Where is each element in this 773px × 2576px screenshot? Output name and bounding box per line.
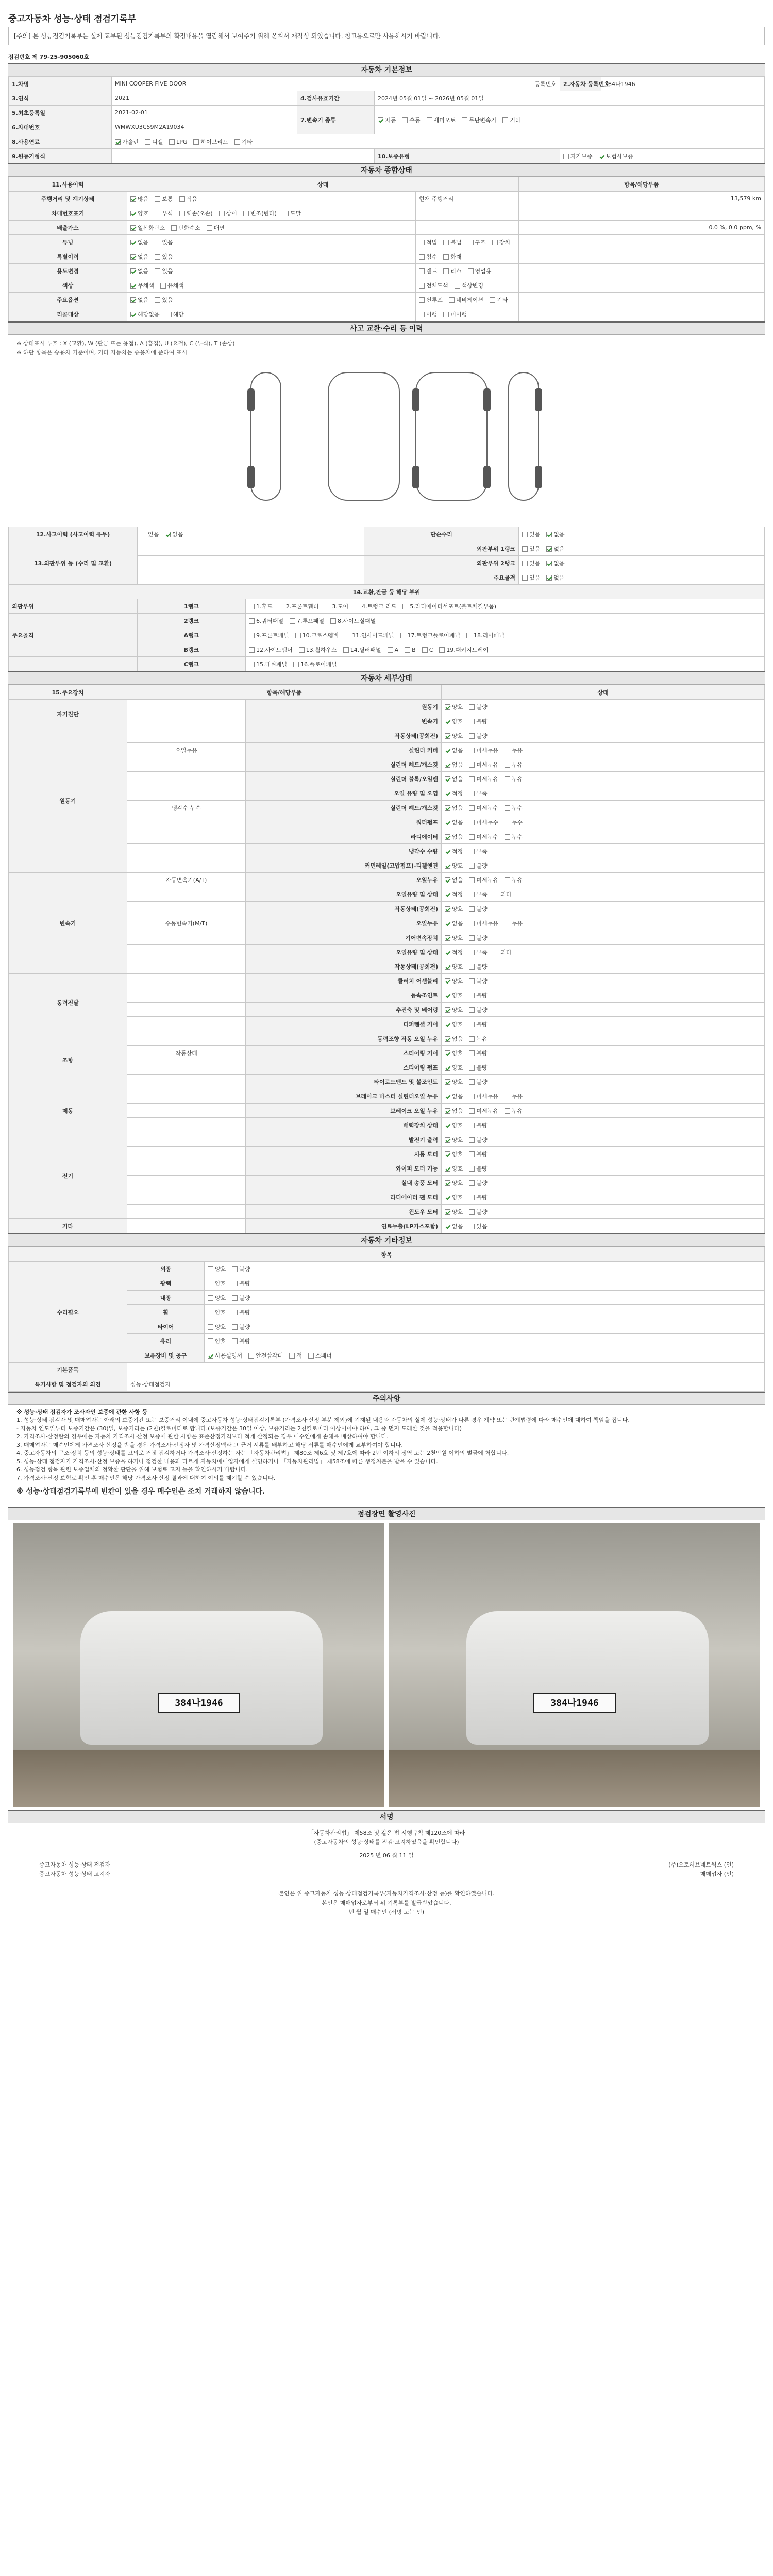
checkbox-양호[interactable]: 양호 [445, 934, 463, 942]
checkbox-침수[interactable]: 침수 [419, 252, 437, 261]
checkbox-탄화수소[interactable]: 탄화수소 [171, 224, 200, 232]
checkbox-기타[interactable]: 기타 [490, 296, 508, 304]
checkbox-양호[interactable]: 양호 [445, 1150, 463, 1158]
checkbox-양호[interactable]: 양호 [445, 1193, 463, 1201]
checkbox-변조(변타)[interactable]: 변조(변타) [243, 209, 277, 217]
checkbox-양호[interactable]: 양호 [208, 1337, 226, 1345]
checkbox-디젤[interactable]: 디젤 [145, 138, 163, 146]
checkbox-없음[interactable]: 없음 [130, 238, 148, 246]
checkbox-양호[interactable]: 양호 [208, 1308, 226, 1316]
checkbox-있음[interactable]: 있음 [522, 559, 540, 567]
checkbox-17.트렁크플로어패널[interactable]: 17.트렁크플로어패널 [400, 631, 461, 639]
checkbox-불량[interactable]: 불량 [469, 861, 487, 870]
checkbox-양호[interactable]: 양호 [445, 1078, 463, 1086]
certificate-number: 점검번호 제 79-25-905060호 [8, 54, 90, 60]
checkbox-양호[interactable]: 양호 [445, 1179, 463, 1187]
checkbox-양호[interactable]: 양호 [445, 717, 463, 725]
checkbox-양호[interactable]: 양호 [445, 991, 463, 999]
inspection-photo-rear: 384나1946 [389, 1523, 760, 1807]
checkbox-불량[interactable]: 불량 [469, 1020, 487, 1028]
checkbox-누유[interactable]: 누유 [505, 775, 523, 783]
checkbox-양호[interactable]: 양호 [445, 1136, 463, 1144]
note-item: 4. 중고자동차의 구조·장치 등의 성능·상태를 고의로 거짓 점검하거나 가격조사·산정하는 자는 「자동차관리법」 제80조 제6호 및 제7호에 따라 2년 이하의 징역 또는 2천만원 이하의 벌금에 처합니다. [16, 1450, 509, 1456]
checkbox-적법[interactable]: 적법 [419, 238, 437, 246]
checkbox-없음[interactable]: 없음 [445, 760, 463, 769]
checkbox-미세누수[interactable]: 미세누수 [469, 833, 498, 841]
checkbox-불량[interactable]: 불량 [469, 962, 487, 971]
checkbox-6.쿼터패널[interactable]: 6.쿼터패널 [249, 617, 283, 625]
checkbox-썬루프[interactable]: 썬루프 [419, 296, 443, 304]
checkbox-적음[interactable]: 적음 [179, 195, 197, 203]
checkbox-양호[interactable]: 양호 [445, 861, 463, 870]
checkbox-사용설명서[interactable]: 사용설명서 [208, 1351, 242, 1360]
checkbox-불량[interactable]: 불량 [469, 1164, 487, 1173]
checkbox-이행[interactable]: 이행 [419, 310, 437, 318]
checkbox-양호[interactable]: 양호 [445, 1063, 463, 1072]
checkbox-부족[interactable]: 부족 [469, 789, 487, 798]
checkbox-누유[interactable]: 누유 [505, 876, 523, 884]
checkbox-13.휠하우스[interactable]: 13.휠하우스 [299, 646, 337, 654]
checkbox-없음[interactable]: 없음 [130, 267, 148, 275]
basic-info-table: 1.차명 MINI COOPER FIVE DOOR 등록번호 2.자동차 등록번호 384나1946 3.연식 2021 4.검사유효기간 2024년 05월 01일 ~ 2026년 05월 01일 5.최초등록일 2021-02-01 7.변속기 종류 자동 수동 세미오토 무단변속기 기타 6.차대번호 WMWXU3C59M2A19034 8.사용연료 가솔린 디젤 LPG 하이브리드 기타 9.원동기형식 10.보증유형 자가보증 보험사보증 [8, 76, 765, 163]
checkbox-양호[interactable]: 양호 [445, 1208, 463, 1216]
checkbox-없음[interactable]: 없음 [130, 252, 148, 261]
checkbox-양호[interactable]: 양호 [445, 1121, 463, 1129]
checkbox-없음[interactable]: 없음 [445, 833, 463, 841]
checkbox-일산화탄소[interactable]: 일산화탄소 [130, 224, 165, 232]
checkbox-7.루프패널[interactable]: 7.루프패널 [290, 617, 324, 625]
checkbox-수동[interactable]: 수동 [402, 116, 420, 124]
checkbox-불량[interactable]: 불량 [469, 1078, 487, 1086]
checkbox-유채색[interactable]: 유채색 [160, 281, 184, 290]
summary-row-label: 특별이력 [9, 249, 127, 264]
checkbox-미세누유[interactable]: 미세누유 [469, 919, 498, 927]
checkbox-9.프론트패널[interactable]: 9.프론트패널 [249, 631, 289, 639]
checkbox-없음[interactable]: 없음 [445, 1222, 463, 1230]
checkbox-없음[interactable]: 없음 [445, 876, 463, 884]
checkbox-불량[interactable]: 불량 [232, 1308, 250, 1316]
checkbox-불량[interactable]: 불량 [232, 1265, 250, 1273]
checkbox-미세누유[interactable]: 미세누유 [469, 1092, 498, 1100]
checkbox-있음[interactable]: 있음 [155, 296, 173, 304]
checkbox-화재[interactable]: 화재 [443, 252, 461, 261]
summary-row-label: 리콜대상 [9, 307, 127, 321]
checkbox-미세누유[interactable]: 미세누유 [469, 775, 498, 783]
checkbox-누수[interactable]: 누수 [505, 833, 523, 841]
checkbox-없음[interactable]: 없음 [546, 573, 564, 582]
checkbox-15.대쉬패널[interactable]: 15.대쉬패널 [249, 660, 287, 668]
checkbox-부족[interactable]: 부족 [469, 890, 487, 899]
checkbox-불량[interactable]: 불량 [469, 703, 487, 711]
checkbox-훼손(오손)[interactable]: 훼손(오손) [179, 209, 213, 217]
summary-table: 11.사용이력 상태 항목/해당부품 주행거리 및 계기상태 많음 보통 적음 현재 주행거리 13,579 km 차대번호표기 양호 부식 훼손(오손) 상이 변조(변타) 도말 배출가스 일산화탄소 탄화수소 매연 0.0 %, 0.0 ppm, % 튜닝 없음 있음 적법 불법 구조 장치 특별이력 없음 있음 침수 화재 용도변경 없음 있음 렌트 리스 영업용 색상 무채색 유채색 전체도색 색상변경 주요옵션 없음 있음 썬루프 네비게이션 기타 리콜대상 해당없음 해당 이행 미이행 [8, 177, 765, 321]
checkbox-없음[interactable]: 없음 [165, 530, 183, 538]
checkbox-미세누유[interactable]: 미세누유 [469, 760, 498, 769]
signature-header: 서명 [8, 1810, 765, 1823]
checkbox-없음[interactable]: 없음 [130, 296, 148, 304]
checkbox-11.인사이드패널[interactable]: 11.인사이드패널 [345, 631, 394, 639]
checkbox-5.라디에이터서포트(볼트체결부품)[interactable]: 5.라디에이터서포트(볼트체결부품) [402, 602, 496, 611]
checkbox-전체도색[interactable]: 전체도색 [419, 281, 448, 290]
car-diagram [8, 362, 765, 527]
summary-row-label: 튜닝 [9, 235, 127, 249]
checkbox-부식[interactable]: 부식 [155, 209, 173, 217]
checkbox-부족[interactable]: 부족 [469, 948, 487, 956]
checkbox-매연[interactable]: 매연 [207, 224, 225, 232]
document-title: 중고자동차 성능·상태 점검기록부 [8, 14, 137, 24]
accident-header: 사고 교환·수리 등 이력 [8, 321, 765, 335]
checkbox-적정[interactable]: 적정 [445, 789, 463, 798]
warning-text: ※ 성능·상태점검기록부에 빈칸이 있을 경우 매수인은 조치 거래하지 않습니다. [16, 1487, 265, 1496]
summary-header: 자동차 종합상태 [8, 163, 765, 177]
checkbox-12.사이드멤버[interactable]: 12.사이드멤버 [249, 646, 293, 654]
checkbox-적정[interactable]: 적정 [445, 890, 463, 899]
notes-section: ※ 성능·상태 점검자가 조사자인 보증에 관한 사항 등 1. 성능·상태 점검자 및 매매업자는 아래의 보증기간 또는 보증거리 이내에 중고자동차 성능·상태점검기록부 (가격조사·산정 부분 제외)에 기재된 내용과 자동차의 실제 성능·상태가 다른 경우 계약 또는 관계법령에 따라 매수인에 대하여 책임을 집니다. - 자동차 인도일부터 보증기간은 (30)일, 보증거리는 (2천)킬로미터로 합니다.(보증기간은 30일 이상, 보증거리는 2천킬로미터 이상이어야 하며, 그 중 먼저 도래한 것을 적용합니다) 2. 가격조사·산정란의 경우에는 자동차 가격조사·산정 보증에 관한 사항은 표준산정가격보다 적게 산정되는 경우 매수인에게 손해를 배상하여야 합니다. 3. 매매업자는 매수인에게 가격조사·산정을 받을 경우 가격조사·산정자 및 가격산정액과 그 근거 서류를 배부하고 해당 서류를 매수인에게 교부하여야 합니다. 4. 중고자동차의 구조·장치 등의 성능·상태를 고의로 거짓 점검하거나 가격조사·산정하는 자는 「자동차관리법」 제80조 제6호 및 제7호에 따라 2년 이하의 징역 또는 2천만원 이하의 벌금에 처합니다. 5. 성능·상태 점검자가 가격조사·산정 보증을 하거나 점검한 내용과 다르게 자동차매매업자에게 설명하거나 「자동차관리법」 제58조에 따른 행정처분을 받을 수 있습니다. 6. 성능점검 항목 관련 보증업체의 정확한 판단을 위해 보험료 고지 등을 확인하시기 바랍니다. 7. 가격조사·산정 보험료 확인 후 매수인은 해당 가격조사·산정 결과에 대하여 이의를 제기할 수 있습니다. ※ 성능·상태점검기록부에 빈칸이 있을 경우 매수인은 조치 거래하지 않습니다. [8, 1405, 765, 1504]
checkbox-가솔린[interactable]: 가솔린 [115, 138, 139, 146]
checkbox-누유[interactable]: 누유 [505, 1092, 523, 1100]
checkbox-해당없음[interactable]: 해당없음 [130, 310, 160, 318]
checkbox-없음[interactable]: 없음 [445, 804, 463, 812]
checkbox-불량[interactable]: 불량 [469, 732, 487, 740]
checkbox-보통[interactable]: 보통 [155, 195, 173, 203]
checkbox-없음[interactable]: 없음 [546, 545, 564, 553]
summary-row-label: 용도변경 [9, 264, 127, 278]
checkbox-불량[interactable]: 불량 [469, 1193, 487, 1201]
checkbox-있음[interactable]: 있음 [522, 573, 540, 582]
detail-table: 15.주요장치 항목/해당부품 상태 자기진단 원동기 양호 불량 변속기 양호 불량 원동기 작동상태(공회전) 양호 불량 오일누유 실린더 커버 없음 미세누유 누유 실린더 헤드/개스킷 없음 미세누유 누유 실린더 블록/오일팬 없음 미세누유 누유 오일 유량 및 오염 적정 부족 냉각수 누수 실린더 헤드/개스킷 없음 미세누수 누수 워터펌프 없음 미세누수 누수 라디에이터 없음 미세누수 누수 냉각수 수량 적정 부족 커먼레일(고압펌프)-디젤엔진 양호 불량 변속기 자동변속기(A/T) 오일누유 없음 미세누유 누유 오일유량 및 상태 적정 부족 과다 작동상태(공회전) 양호 불량 수동변속기(M/T) 오일누유 없음 미세누유 누유 기어변속장치 양호 불량 오일유량 및 상태 적정 부족 과다 작동상태(공회전) 양호 불량 동력전달 클러치 어셈블리 양호 불량 등속조인트 양호 불량 추진축 및 베어링 양호 불량 디퍼렌셜 기어 양호 불량 조향 동력조향 작동 오일 누유 없음 누유 작동상태 스티어링 기어 양호 불량 스티어링 펌프 양호 불량 타이로드엔드 및 볼조인트 양호 불량 제동 브레이크 마스터 실린더오일 누유 없음 미세누유 누유 브레이크 오일 누유 없음 미세누유 누유 배력장치 상태 양호 불량 전기 발전기 출력 양호 불량 시동 모터 양호 불량 와이퍼 모터 기능 양호 불량 실내 송풍 모터 양호 불량 라디에이터 팬 모터 양호 불량 윈도우 모터 양호 불량 기타 연료누출(LP가스포함) 없음 있음 [8, 685, 765, 1233]
checkbox-불법[interactable]: 불법 [443, 238, 461, 246]
note-item: 7. 가격조사·산정 보험료 확인 후 매수인은 해당 가격조사·산정 결과에 대하여 이의를 제기할 수 있습니다. [16, 1475, 276, 1481]
checkbox-없음[interactable]: 없음 [445, 746, 463, 754]
checkbox-양호[interactable]: 양호 [445, 732, 463, 740]
basic-info-header: 자동차 기본정보 [8, 63, 765, 76]
summary-row-label: 차대번호표기 [9, 206, 127, 221]
checkbox-있음[interactable]: 있음 [522, 545, 540, 553]
checkbox-색상변경[interactable]: 색상변경 [455, 281, 484, 290]
other-info-header: 자동차 기타정보 [8, 1233, 765, 1247]
checkbox-없음[interactable]: 없음 [546, 559, 564, 567]
summary-row-label: 주요옵션 [9, 293, 127, 307]
note-item: 5. 성능·상태 점검자가 가격조사·산정 보증을 하거나 점검한 내용과 다르게 자동차매매업자에게 설명하거나 「자동차관리법」 제58조에 따른 행정처분을 받을 수 있습니다. [16, 1458, 438, 1465]
checkbox-미세누수[interactable]: 미세누수 [469, 804, 498, 812]
checkbox-양호[interactable]: 양호 [208, 1279, 226, 1287]
checkbox-양호[interactable]: 양호 [445, 1006, 463, 1014]
checkbox-미세누유[interactable]: 미세누유 [469, 1107, 498, 1115]
inspection-photo-front: 384나1946 [13, 1523, 384, 1807]
checkbox-보험사보증[interactable]: 보험사보증 [599, 152, 633, 160]
checkbox-미세누유[interactable]: 미세누유 [469, 876, 498, 884]
checkbox-불량[interactable]: 불량 [469, 1121, 487, 1129]
checkbox-없음[interactable]: 없음 [445, 1107, 463, 1115]
checkbox-B[interactable]: B [405, 647, 416, 653]
checkbox-불량[interactable]: 불량 [469, 905, 487, 913]
checkbox-미세누유[interactable]: 미세누유 [469, 746, 498, 754]
checkbox-불량[interactable]: 불량 [232, 1323, 250, 1331]
checkbox-없음[interactable]: 없음 [445, 1035, 463, 1043]
checkbox-불량[interactable]: 불량 [232, 1337, 250, 1345]
note-item: 6. 성능점검 항목 관련 보증업체의 정확한 판단을 위해 보험료 고지 등을 확인하시기 바랍니다. [16, 1466, 248, 1473]
checkbox-기타[interactable]: 기타 [502, 116, 520, 124]
checkbox-있음[interactable]: 있음 [155, 238, 173, 246]
other-info-table: 항목 수리필요 외장 양호 불량 광택 양호 불량 내장 양호 불량 휠 양호 불량 타이어 양호 불량 유리 양호 불량 보유장비 및 공구 사용설명서 안전삼각대 잭 스패너 기본품목 특기사항 및 점검자의 의견 성능·상태점검자 [8, 1247, 765, 1392]
checkbox-18.리어패널[interactable]: 18.리어패널 [466, 631, 505, 639]
checkbox-적정[interactable]: 적정 [445, 847, 463, 855]
checkbox-없음[interactable]: 없음 [445, 919, 463, 927]
accident-table: 12.사고이력 (사고이력 유무) 있음 없음 단순수리 있음 없음 13.외판부위 등 (수리 및 교환) 외판부위 1랭크 있음 없음 외판부위 2랭크 있음 없음 주요골격 있음 없음 14.교환,판금 등 해당 부위 외판부위 1랭크 1.후드 2.프론트휀더 3.도어 4.트렁크 리드 5.라디에이터서포트(볼트체결부품) 2랭크 6.쿼터패널 7.루프패널 8.사이드실패널 주요골격 A랭크 9.프론트패널 10.크로스멤버 11.인사이드패널 17.트렁크플로어패널 18.리어패널 B랭크 12.사이드멤버 13.휠하우스 14.필러패널 A B C 19.패키지트레이 C랭크 15.대쉬패널 16.플로어패널 [8, 527, 765, 671]
checkbox-누수[interactable]: 누수 [505, 804, 523, 812]
note-item: 3. 매매업자는 매수인에게 가격조사·산정을 받을 경우 가격조사·산정자 및 가격산정액과 그 근거 서류를 배부하고 해당 서류를 매수인에게 교부하여야 합니다. [16, 1442, 403, 1448]
checkbox-불량[interactable]: 불량 [469, 1150, 487, 1158]
checkbox-도말[interactable]: 도말 [283, 209, 301, 217]
checkbox-과다[interactable]: 과다 [494, 890, 512, 899]
checkbox-19.패키지트레이[interactable]: 19.패키지트레이 [439, 646, 488, 654]
checkbox-구조[interactable]: 구조 [468, 238, 486, 246]
checkbox-불량[interactable]: 불량 [232, 1279, 250, 1287]
summary-row-label: 색상 [9, 278, 127, 293]
checkbox-불량[interactable]: 불량 [469, 1208, 487, 1216]
checkbox-10.크로스멤버[interactable]: 10.크로스멤버 [295, 631, 339, 639]
checkbox-없음[interactable]: 없음 [445, 1092, 463, 1100]
checkbox-많음[interactable]: 많음 [130, 195, 148, 203]
notice-box: [주의] 본 성능점검기록부는 실제 교부된 성능점검기록부의 확정내용을 열람해서 보여주기 위해 옮겨서 재작성 되었습니다. 참고용으로만 사용하시기 바랍니다. [8, 27, 765, 45]
note-item: 2. 가격조사·산정란의 경우에는 자동차 가격조사·산정 보증에 관한 사항은 표준산정가격보다 적게 산정되는 경우 매수인에게 손해를 배상하여야 합니다. [16, 1433, 389, 1440]
detail-header: 자동차 세부상태 [8, 671, 765, 685]
checkbox-없음[interactable]: 없음 [546, 530, 564, 538]
checkbox-2.프론트휀더[interactable]: 2.프론트휀더 [279, 602, 319, 611]
checkbox-14.필러패널[interactable]: 14.필러패널 [343, 646, 381, 654]
checkbox-누유[interactable]: 누유 [505, 919, 523, 927]
checkbox-무단변속기[interactable]: 무단변속기 [462, 116, 496, 124]
checkbox-양호[interactable]: 양호 [130, 209, 148, 217]
summary-row-label: 주행거리 및 계기상태 [9, 192, 127, 206]
checkbox-양호[interactable]: 양호 [208, 1323, 226, 1331]
checkbox-C[interactable]: C [422, 647, 433, 653]
legend-line-1: ※ 상태표시 부호 : X (교환), W (판금 또는 용접), A (흠집), U (요철), C (부식), T (손상) [16, 340, 235, 347]
note-item: 1. 성능·상태 점검자 및 매매업자는 아래의 보증기간 또는 보증거리 이내에 중고자동차 성능·상태점검기록부 (가격조사·산정 부분 제외)에 기재된 내용과 자동차의 실제 성능·상태가 다른 경우 계약 또는 관계법령에 따라 매수인에 대하여 책임을 집니다. [16, 1417, 630, 1423]
checkbox-4.트렁크 리드[interactable]: 4.트렁크 리드 [355, 602, 396, 611]
checkbox-누유[interactable]: 누유 [469, 1035, 487, 1043]
checkbox-자가보증[interactable]: 자가보증 [563, 152, 593, 160]
checkbox-양호[interactable]: 양호 [445, 1020, 463, 1028]
checkbox-양호[interactable]: 양호 [445, 1049, 463, 1057]
checkbox-불량[interactable]: 불량 [469, 1006, 487, 1014]
checkbox-있음[interactable]: 있음 [155, 267, 173, 275]
checkbox-A[interactable]: A [388, 647, 399, 653]
checkbox-불량[interactable]: 불량 [469, 991, 487, 999]
summary-row-label: 배출가스 [9, 221, 127, 235]
checkbox-8.사이드실패널[interactable]: 8.사이드실패널 [330, 617, 376, 625]
checkbox-불량[interactable]: 불량 [469, 1136, 487, 1144]
checkbox-LPG[interactable]: LPG [169, 139, 187, 145]
checkbox-있음[interactable]: 있음 [469, 1222, 487, 1230]
checkbox-과다[interactable]: 과다 [494, 948, 512, 956]
checkbox-무채색[interactable]: 무채색 [130, 281, 154, 290]
checkbox-렌트[interactable]: 렌트 [419, 267, 437, 275]
checkbox-네비게이션[interactable]: 네비게이션 [449, 296, 483, 304]
checkbox-양호[interactable]: 양호 [445, 1164, 463, 1173]
checkbox-16.플로어패널[interactable]: 16.플로어패널 [293, 660, 337, 668]
checkbox-불량[interactable]: 불량 [469, 717, 487, 725]
checkbox-없음[interactable]: 없음 [445, 818, 463, 826]
checkbox-있음[interactable]: 있음 [141, 530, 159, 538]
checkbox-적정[interactable]: 적정 [445, 948, 463, 956]
checkbox-양호[interactable]: 양호 [445, 977, 463, 985]
checkbox-해당[interactable]: 해당 [166, 310, 184, 318]
checkbox-누수[interactable]: 누수 [505, 818, 523, 826]
checkbox-불량[interactable]: 불량 [469, 977, 487, 985]
checkbox-부족[interactable]: 부족 [469, 847, 487, 855]
checkbox-양호[interactable]: 양호 [208, 1265, 226, 1273]
checkbox-상이[interactable]: 상이 [219, 209, 237, 217]
checkbox-있음[interactable]: 있음 [522, 530, 540, 538]
checkbox-불량[interactable]: 불량 [469, 934, 487, 942]
checkbox-1.후드[interactable]: 1.후드 [249, 602, 273, 611]
checkbox-있음[interactable]: 있음 [155, 252, 173, 261]
checkbox-스패너[interactable]: 스패너 [308, 1351, 332, 1360]
legend-line-2: ※ 하단 항목은 승용차 기준이며, 기타 자동차는 승용차에 준하여 표시 [16, 349, 188, 356]
checkbox-자동[interactable]: 자동 [378, 116, 396, 124]
checkbox-세미오토[interactable]: 세미오토 [427, 116, 456, 124]
checkbox-없음[interactable]: 없음 [445, 775, 463, 783]
checkbox-하이브리드[interactable]: 하이브리드 [193, 138, 228, 146]
signature-section: 「자동차관리법」 제58조 및 같은 법 시행규칙 제120조에 따라 (중고자동차의 성능·상태를 점검·고지하였음을 확인합니다) 2025 년 06 월 11 일 중고자동차 성능·상태 점검자 (주)오토허브네트웍스 (인) 중고자동차 성능·상태 고지자 매매업자 (인) 본인은 위 중고자동차 성능·상태점검기록부(자동차가격조사·산정 등)를 확인하였습니다. 본인은 매매업자로부터 위 기록부를 발급받았습니다. 년 월 일 매수인 (서명 또는 인) [39, 1829, 734, 1916]
checkbox-잭[interactable]: 잭 [289, 1351, 302, 1360]
checkbox-불량[interactable]: 불량 [232, 1294, 250, 1302]
notes-header: 주의사항 [8, 1392, 765, 1405]
note-item: - 자동차 인도일부터 보증기간은 (30)일, 보증거리는 (2천)킬로미터로 합니다.(보증기간은 30일 이상, 보증거리는 2천킬로미터 이상이어야 하며, 그 중 먼저 도래한 것을 적용합니다) [16, 1425, 462, 1432]
checkbox-미이행[interactable]: 미이행 [443, 310, 467, 318]
checkbox-영업용[interactable]: 영업용 [468, 267, 492, 275]
checkbox-장치[interactable]: 장치 [492, 238, 510, 246]
checkbox-양호[interactable]: 양호 [445, 962, 463, 971]
checkbox-양호[interactable]: 양호 [445, 703, 463, 711]
checkbox-3.도어[interactable]: 3.도어 [325, 602, 348, 611]
checkbox-누유[interactable]: 누유 [505, 1107, 523, 1115]
checkbox-미세누수[interactable]: 미세누수 [469, 818, 498, 826]
checkbox-양호[interactable]: 양호 [445, 905, 463, 913]
checkbox-누유[interactable]: 누유 [505, 746, 523, 754]
checkbox-불량[interactable]: 불량 [469, 1063, 487, 1072]
checkbox-불량[interactable]: 불량 [469, 1049, 487, 1057]
checkbox-불량[interactable]: 불량 [469, 1179, 487, 1187]
checkbox-안전삼각대[interactable]: 안전삼각대 [248, 1351, 283, 1360]
checkbox-기타[interactable]: 기타 [234, 138, 253, 146]
checkbox-리스[interactable]: 리스 [443, 267, 461, 275]
checkbox-양호[interactable]: 양호 [208, 1294, 226, 1302]
photos-header: 점검장면 촬영사진 [8, 1507, 765, 1520]
checkbox-누유[interactable]: 누유 [505, 760, 523, 769]
